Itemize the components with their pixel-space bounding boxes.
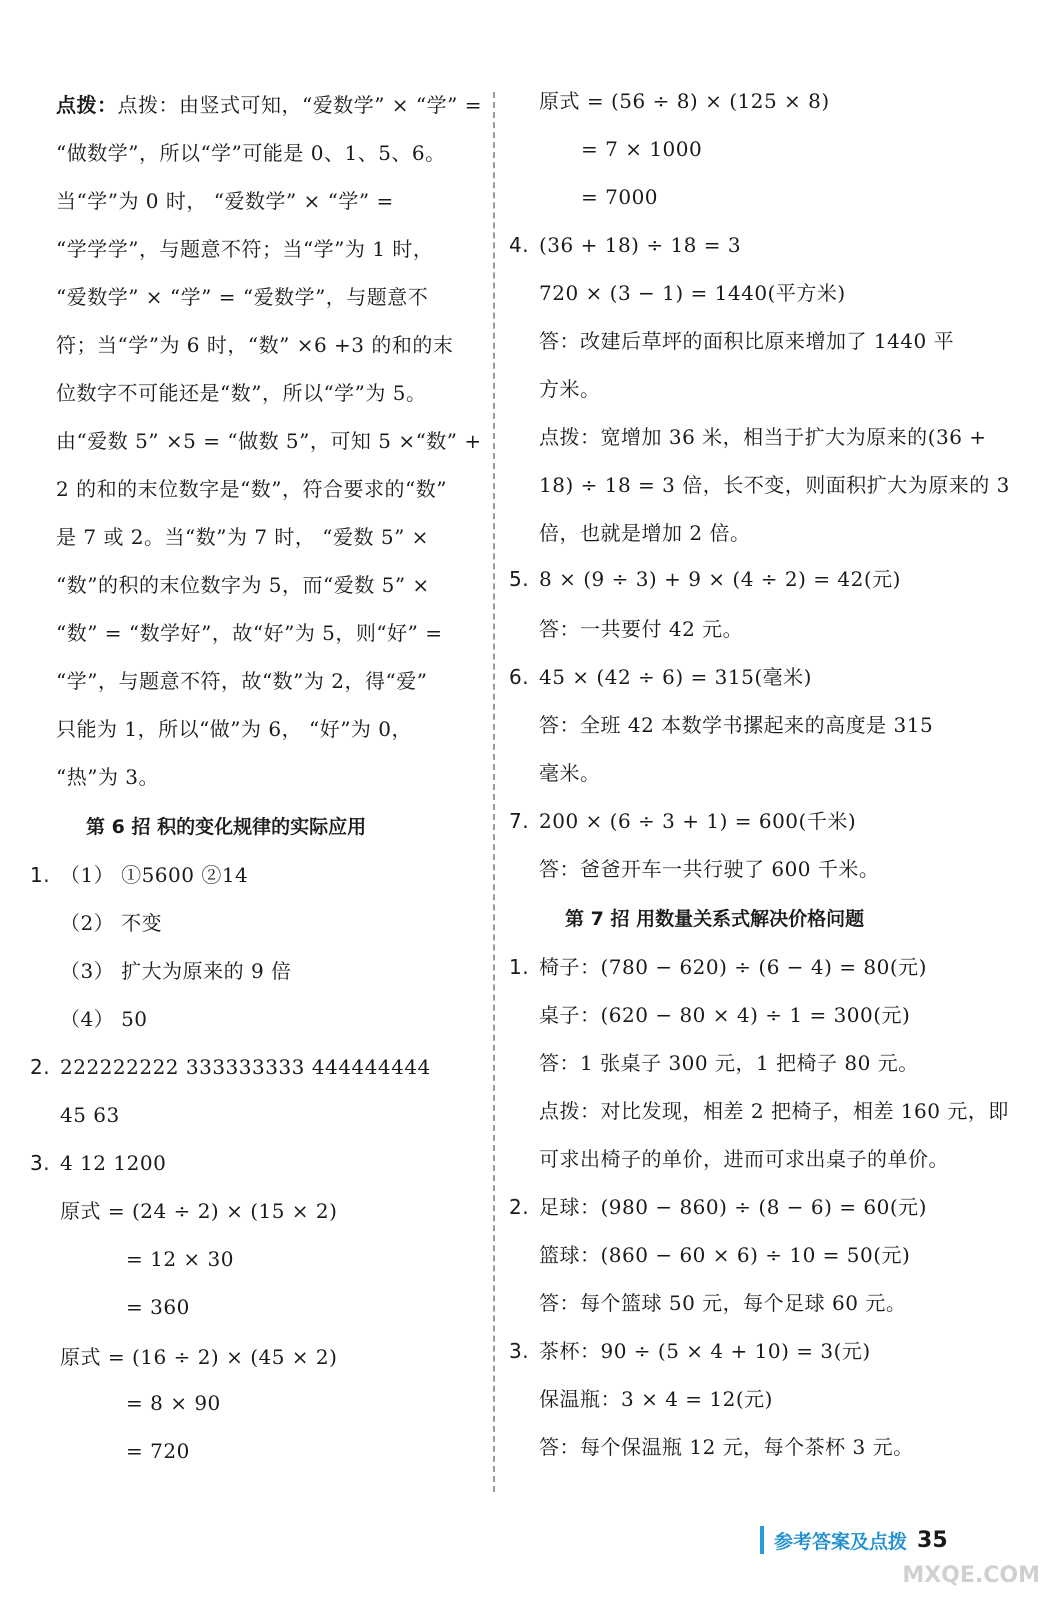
equation-line: = 8 × 90 (126, 1391, 221, 1415)
watermark-logo (880, 1535, 1040, 1563)
hint-line: “数”的积的末位数字为 5，而“爱数 5” × (56, 573, 430, 597)
question-4: 4. (509, 233, 530, 257)
hint-line: 位数字不可能还是“数”，所以“学”为 5。 (56, 381, 427, 405)
equation-line: = 12 × 30 (126, 1247, 234, 1271)
question-3: 3. (509, 1339, 530, 1363)
answer-line: 保温瓶：3 × 4 = 12(元) (539, 1387, 773, 1411)
answer-line: 答：每个篮球 50 元，每个足球 60 元。 (539, 1291, 907, 1315)
hint-line: 点拨：宽增加 36 米，相当于扩大为原来的(36 + (539, 425, 987, 449)
answer-line: 4 12 1200 (60, 1151, 167, 1175)
question-1: 1. (30, 863, 51, 887)
equation-line: 原式 = (56 ÷ 8) × (125 × 8) (539, 89, 830, 113)
answer-line: (36 + 18) ÷ 18 = 3 (539, 233, 742, 257)
hint-line: 符；当“学”为 6 时，“数” ×6 +3 的和的末 (56, 333, 454, 357)
question-3: 3. (30, 1151, 51, 1175)
answer-line: （2） 不变 (60, 911, 163, 935)
equation-line: = 7 × 1000 (581, 137, 703, 161)
answer-line: 720 × (3 − 1) = 1440(平方米) (539, 281, 846, 305)
section-heading-7: 第 7 招 用数量关系式解决价格问题 (565, 908, 865, 930)
hint-line: “学学学”，与题意不符；当“学”为 1 时， (56, 237, 434, 261)
equation-line: 原式 = (24 ÷ 2) × (15 × 2) (60, 1199, 338, 1223)
equation-line: 原式 = (16 ÷ 2) × (45 × 2) (60, 1345, 338, 1369)
answer-line: 45 63 (60, 1103, 120, 1127)
answer-line: （3） 扩大为原来的 9 倍 (60, 959, 292, 983)
hint-line: “热”为 3。 (56, 765, 160, 789)
hint-line: 2 的和的末位数字是“数”，符合要求的“数” (56, 477, 447, 501)
answer-line: 答：每个保温瓶 12 元，每个茶杯 3 元。 (539, 1435, 914, 1459)
hint-line: 可求出椅子的单价，进而可求出桌子的单价。 (539, 1147, 949, 1171)
answer-line: 桌子：(620 − 80 × 4) ÷ 1 = 300(元) (539, 1003, 911, 1027)
question-6: 6. (509, 665, 530, 689)
answer-line: 答：1 张桌子 300 元，1 把椅子 80 元。 (539, 1051, 919, 1075)
watermark (880, 1535, 1040, 1597)
column-divider (493, 92, 495, 1492)
answer-line: 答：全班 42 本数学书摞起来的高度是 315 (539, 713, 934, 737)
answer-line: 方米。 (539, 377, 601, 401)
hint-line: “学”，与题意不符，故“数”为 2，得“爱” (56, 669, 428, 693)
equation-line: = 720 (126, 1439, 190, 1463)
footer-accent-bar (760, 1526, 764, 1554)
hint-line: “做数学”，所以“学”可能是 0、1、5、6。 (56, 141, 446, 165)
answer-line: 45 × (42 ÷ 6) = 315(毫米) (539, 665, 812, 689)
hint-line: “数” = “数学好”，故“好”为 5，则“好” = (56, 621, 443, 645)
answer-line: 200 × (6 ÷ 3 + 1) = 600(千米) (539, 809, 857, 833)
question-2: 2. (30, 1055, 51, 1079)
hint-line: 是 7 或 2。当“数”为 7 时， “爱数 5” × (56, 525, 429, 549)
answer-line: 椅子：(780 − 620) ÷ (6 − 4) = 80(元) (539, 955, 927, 979)
hint-line: 只能为 1，所以“做”为 6， “好”为 0， (56, 717, 413, 741)
answer-line: （4） 50 (60, 1007, 148, 1031)
hint-line: 18) ÷ 18 = 3 倍，长不变，则面积扩大为原来的 3 (539, 473, 1010, 497)
answer-line: 篮球：(860 − 60 × 6) ÷ 10 = 50(元) (539, 1243, 911, 1267)
hint-line: 由“爱数 5” ×5 = “做数 5”，可知 5 ×“数” + (56, 429, 482, 453)
question-1: 1. (509, 955, 530, 979)
hint-line: 倍，也就是增加 2 倍。 (539, 521, 751, 545)
hint-line: 当“学”为 0 时， “爱数学” × “学” = (56, 189, 394, 213)
answer-line: 答：改建后草坪的面积比原来增加了 1440 平 (539, 329, 955, 353)
equation-line: = 360 (126, 1295, 190, 1319)
answer-line: 足球：(980 − 860) ÷ (8 − 6) = 60(元) (539, 1195, 927, 1219)
equation-line: = 7000 (581, 185, 659, 209)
question-2: 2. (509, 1195, 530, 1219)
answer-line: （1） ①5600 ②14 (60, 863, 249, 887)
answer-line: 答：一共要付 42 元。 (539, 617, 744, 641)
question-7: 7. (509, 809, 530, 833)
question-5: 5. (509, 567, 530, 591)
answer-line: 毫米。 (539, 761, 601, 785)
page-number: 35 (917, 1527, 948, 1553)
answer-line: 222222222 333333333 444444444 (60, 1055, 431, 1079)
hint-line: “爱数学” × “学” = “爱数学”，与题意不 (56, 285, 429, 309)
answer-line: 答：爸爸开车一共行驶了 600 千米。 (539, 857, 880, 881)
footer-label: 参考答案及点拨 (774, 1530, 908, 1553)
answer-line: 8 × (9 ÷ 3) + 9 × (4 ÷ 2) = 42(元) (539, 567, 901, 591)
answer-line: 茶杯：90 ÷ (5 × 4 + 10) = 3(元) (539, 1339, 871, 1363)
hint-line: 点拨：对比发现，相差 2 把椅子，相差 160 元，即 (539, 1099, 1009, 1123)
section-heading-6: 第 6 招 积的变化规律的实际应用 (86, 816, 367, 838)
watermark-text: MXQE.COM (902, 1563, 1040, 1588)
hint-line: 点拨：点拨：由竖式可知，“爱数学” × “学” = (56, 93, 482, 117)
